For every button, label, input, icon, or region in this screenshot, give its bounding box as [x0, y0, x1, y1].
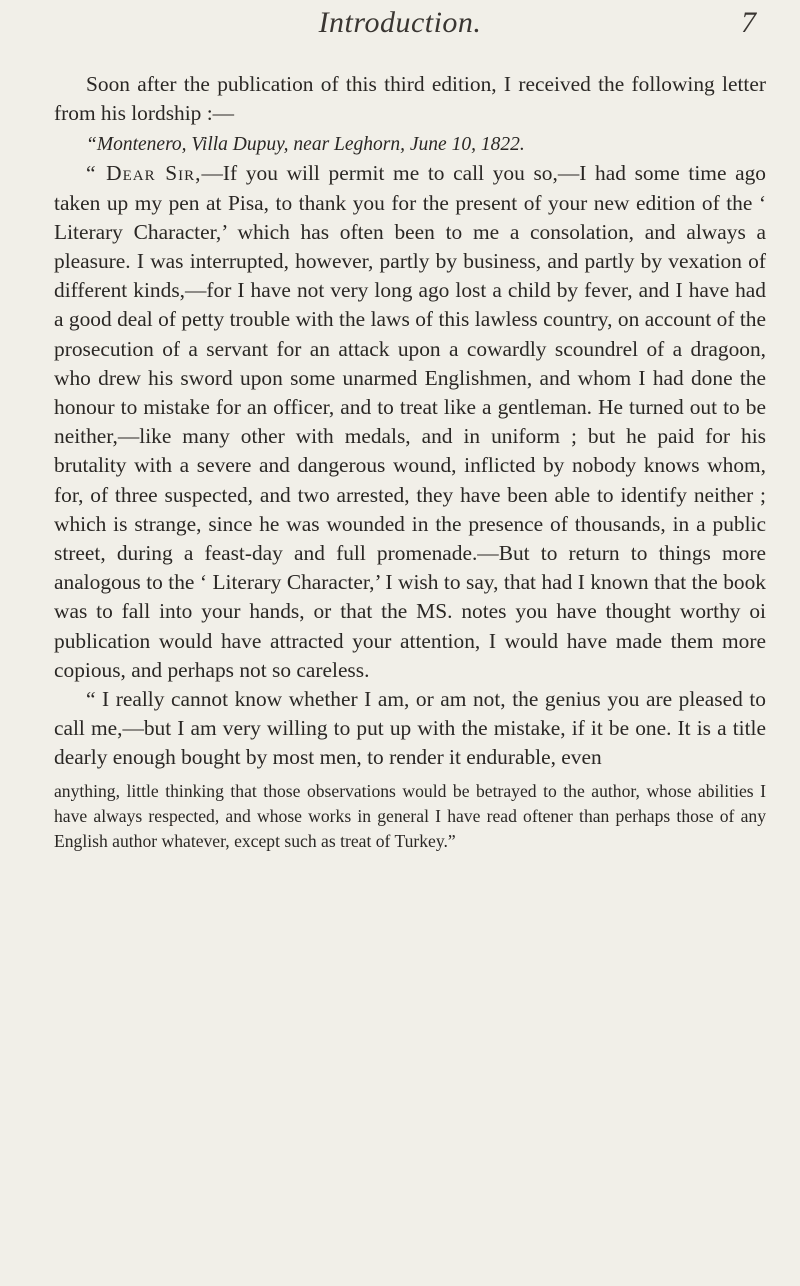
page-number: 7	[741, 6, 756, 39]
letter-paragraph-1	[54, 159, 766, 685]
letter-paragraph-1-text: —If you will permit me to call you so,—I had some time ago taken up my pen at Pisa, to thank you for the present of your new edition of the ‘ Literary Character,’ which has often been to me a consolation, and always a pleasure. I was interrupted, however, partly by business, and partly by vexation of different kinds,—for I have not very long ago lost a child by fever, and I have had a good deal of petty trouble with the laws of this lawless country, on account of the prosecution of a servant for an attack upon a cowardly scoundrel of a dragoon, who drew his sword upon some unarmed Englishmen, and whom I had done the honour to mistake for an officer, and to treat like a gentleman. He turned out to be neither,—like many other with medals, and in uniform ; but he paid for his brutality with a severe and dangerous wound, inflicted by nobody knows whom, for, of three suspected, and two arrested, they have been able to identify neither ; which is strange, since he was wounded in the presence of thousands, in a public street, during a feast-day and full promenade.—But to return to things more analogous to the ‘ Literary Character,’ I wish to say, that had I known that the book was to fall into your hands, or that the MS. notes you have thought worthy oi publication would have attracted your attention, I would have made them more copious, and perhaps not so careless.	[54, 161, 766, 682]
letter-dateline: “Montenero, Villa Dupuy, near Leghorn, June 10, 1822.	[86, 134, 525, 156]
running-head	[0, 6, 800, 50]
letter-paragraph-2: “ I really cannot know whether I am, or am not, the genius you are pleased to call me,—but I am very willing to put up with the mistake, if it be one. It is a title dearly enough bought by most men, to render it endurable, even	[54, 687, 766, 770]
letter-paragraph-2-continued: anything, little thinking that those observations would be betrayed to the author, whose abilities I have always respected, and whose works in general I have read oftener than perhaps those of any English author whatever, except such as treat of Turkey.”	[54, 780, 766, 852]
text-block	[54, 70, 766, 855]
running-title: Introduction.	[318, 6, 482, 39]
intro-paragraph: Soon after the publication of this third edition, I received the following letter from his lordship :—	[54, 72, 766, 126]
letter-salutation: “ Dear Sir,	[86, 161, 202, 186]
